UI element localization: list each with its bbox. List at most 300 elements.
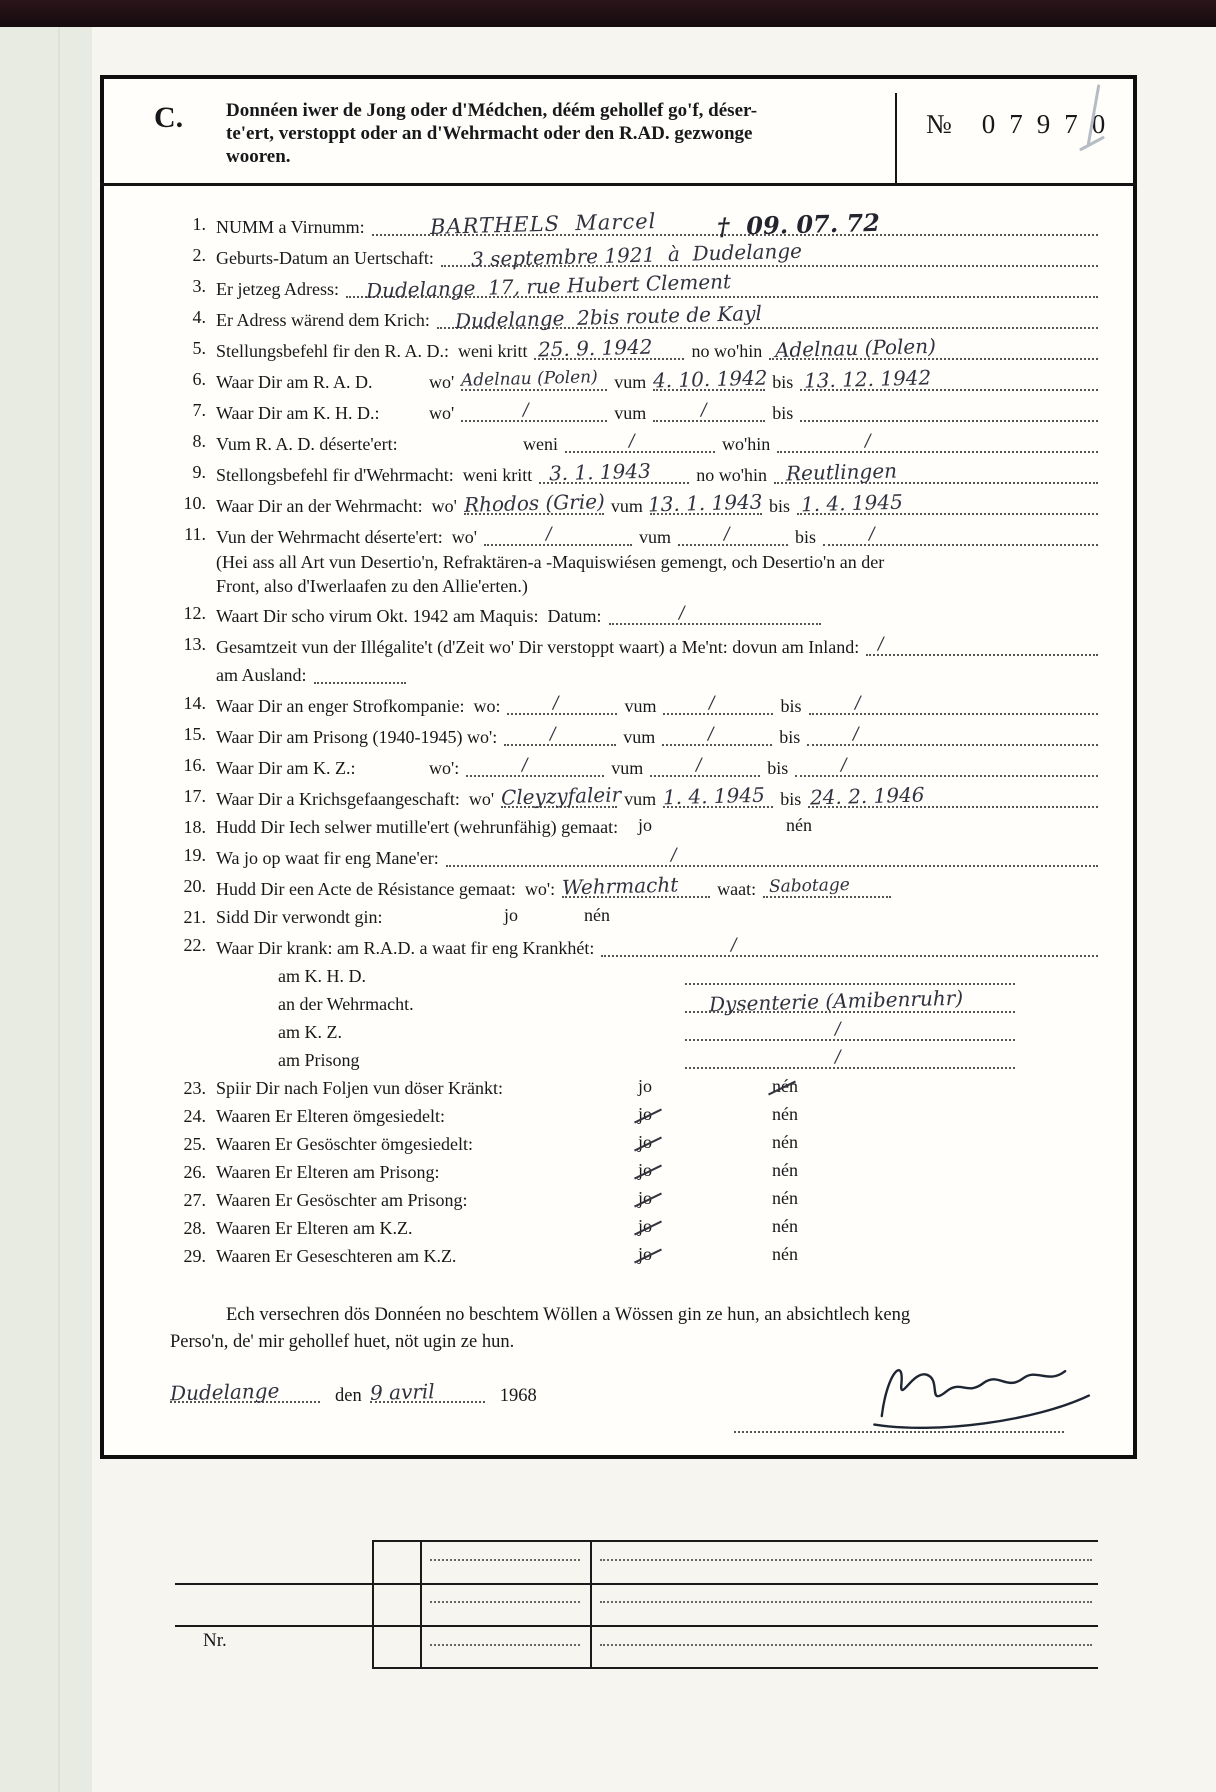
field-label: Waar Dir an der Wehrmacht: wo' bbox=[216, 496, 457, 516]
item-body bbox=[216, 207, 1105, 242]
item-number: 14. bbox=[183, 693, 206, 713]
dotted-field bbox=[647, 489, 763, 517]
field-label: am K. Z. bbox=[278, 1022, 342, 1042]
item-body bbox=[216, 1188, 1105, 1213]
field-label: weni bbox=[523, 434, 558, 454]
form-item bbox=[170, 874, 1105, 902]
dotted-field bbox=[685, 985, 1015, 1017]
item-number: 25. bbox=[183, 1134, 206, 1154]
item-body bbox=[216, 722, 1105, 750]
field-label: Waar Dir am K. H. D.: bbox=[216, 403, 380, 423]
handwritten-entry: Adelnau (Polen) bbox=[460, 367, 599, 391]
date-line bbox=[170, 1379, 545, 1407]
item-body bbox=[216, 238, 1105, 272]
answer-nen: nén bbox=[772, 1104, 798, 1124]
field-label: bis bbox=[772, 372, 794, 392]
handwritten-entry: / bbox=[864, 430, 872, 452]
header-text bbox=[226, 99, 846, 168]
item-body bbox=[216, 784, 1105, 812]
dotted-field bbox=[601, 933, 1098, 957]
field-label: wo'hin bbox=[722, 434, 771, 454]
dotted-field bbox=[800, 398, 1098, 422]
form-item bbox=[170, 333, 1105, 364]
item-line bbox=[216, 269, 1105, 303]
field-label: Front, also d'Iwerlaafen zu den Allie'erten.) bbox=[216, 576, 528, 596]
form-item bbox=[170, 207, 1105, 242]
answer-nen: nén bbox=[786, 815, 812, 835]
footer-table-divider bbox=[420, 1540, 422, 1669]
form-item bbox=[170, 1160, 1105, 1185]
dotted-field bbox=[466, 753, 604, 777]
field-label: waat: bbox=[717, 879, 757, 899]
item-line bbox=[216, 1216, 1105, 1241]
header-divider bbox=[895, 93, 897, 183]
item-line bbox=[216, 300, 1105, 334]
form-item bbox=[170, 460, 1105, 488]
footer-table-divider bbox=[590, 1540, 592, 1669]
footer-dotted-line bbox=[430, 1601, 580, 1603]
field-label: Gesamtzeit vun der Illégalite't (d'Zeit wo' Dir verstoppt waart) a Me'nt: dovun am Inland: bbox=[216, 637, 860, 657]
footer-dotted-line bbox=[600, 1601, 1092, 1603]
item-number: 18. bbox=[183, 817, 206, 837]
field-label: wo' bbox=[429, 403, 455, 423]
field-label: Stellongsbefehl fir d'Wehrmacht: weni kritt bbox=[216, 465, 533, 485]
handwritten-entry: / bbox=[731, 934, 738, 956]
field-label: bis bbox=[767, 758, 789, 778]
footer-dotted-line bbox=[600, 1559, 1092, 1561]
field-label: Spiir Dir nach Foljen vun döser Kränkt: bbox=[216, 1078, 503, 1098]
item-body bbox=[216, 333, 1105, 364]
item-line bbox=[216, 522, 1105, 550]
handwritten-entry: 3 septembre 1921 à Dudelange bbox=[470, 238, 803, 272]
handwritten-entry: / bbox=[841, 754, 848, 776]
item-number: 1. bbox=[192, 214, 206, 234]
field-label: wo' bbox=[429, 372, 455, 392]
field-label: Waar Dir krank: am R.A.D. a waat fir eng Krankhét: bbox=[216, 938, 595, 958]
footer-table-line bbox=[175, 1625, 1098, 1627]
form-item bbox=[170, 933, 1105, 1073]
signature-scrawl bbox=[859, 1329, 1105, 1445]
dotted-field bbox=[795, 753, 1098, 777]
field-label: Waar Dir am Prisong (1940-1945) wo': bbox=[216, 727, 498, 747]
item-number: 21. bbox=[183, 907, 206, 927]
item-line bbox=[216, 1104, 1105, 1129]
handwritten-entry: 24. 2. 1946 bbox=[809, 782, 926, 810]
field-label: vum bbox=[611, 758, 644, 778]
answer-nen: nén bbox=[772, 1216, 798, 1236]
item-body bbox=[216, 269, 1105, 303]
item-line bbox=[216, 1017, 1105, 1045]
form-item bbox=[170, 691, 1105, 719]
item-line bbox=[216, 429, 1105, 457]
footer-dotted-line bbox=[430, 1644, 580, 1646]
form-item bbox=[170, 601, 1105, 629]
item-body bbox=[216, 1160, 1105, 1185]
form-item bbox=[170, 815, 1105, 840]
answer-jo: jo bbox=[638, 1186, 652, 1211]
item-line bbox=[216, 574, 1105, 598]
item-number: 2. bbox=[192, 245, 206, 265]
form-item bbox=[170, 1076, 1105, 1101]
field-label: Geburts-Datum an Uertschaft: bbox=[216, 248, 434, 268]
field-label: Wa jo op waat fir eng Mane'er: bbox=[216, 848, 439, 868]
header-text-line: wooren. bbox=[226, 146, 291, 167]
answer-nen: nén bbox=[772, 1074, 798, 1099]
field-label: Er Adress wärend dem Krich: bbox=[216, 310, 430, 330]
field-label: bis bbox=[772, 403, 794, 423]
item-number: 23. bbox=[183, 1078, 206, 1098]
item-line bbox=[216, 660, 1105, 688]
handwritten-entry: / bbox=[878, 633, 885, 655]
dotted-field bbox=[534, 336, 684, 360]
field-label: vum bbox=[614, 372, 647, 392]
item-line bbox=[216, 1160, 1105, 1185]
field-label: vum bbox=[614, 403, 647, 423]
answer-jo: jo bbox=[638, 1130, 652, 1155]
field-label: bis bbox=[768, 496, 790, 516]
dotted-field bbox=[437, 300, 1098, 334]
item-number: 28. bbox=[183, 1218, 206, 1238]
field-label: no wo'hin bbox=[691, 341, 763, 361]
item-number: 26. bbox=[183, 1162, 206, 1182]
form-item bbox=[170, 367, 1105, 395]
item-line bbox=[216, 985, 1105, 1017]
dotted-field bbox=[685, 1017, 1015, 1041]
field-label: vum bbox=[623, 727, 656, 747]
place-field bbox=[169, 1378, 320, 1406]
handwritten-entry: Dudelange 17, rue Hubert Clement bbox=[365, 269, 732, 303]
answer-nen: nén bbox=[772, 1160, 798, 1180]
field-label: Waaren Er Elteren ömgesiedelt: bbox=[216, 1106, 445, 1126]
item-line bbox=[216, 550, 1105, 574]
item-body bbox=[216, 460, 1105, 488]
form-border-box bbox=[100, 75, 1137, 1459]
item-line bbox=[216, 207, 1105, 242]
answer-jo: jo bbox=[638, 1102, 652, 1127]
section-letter: C. bbox=[154, 101, 184, 134]
handwritten-entry: 1. 4. 1945 bbox=[800, 489, 904, 517]
item-number: 8. bbox=[192, 431, 206, 451]
item-line bbox=[216, 367, 1105, 395]
form-item bbox=[170, 522, 1105, 598]
item-body bbox=[216, 1132, 1105, 1157]
item-line bbox=[216, 815, 1105, 840]
item-number: 5. bbox=[192, 338, 206, 358]
field-label: Waaren Er Elteren am K.Z. bbox=[216, 1218, 413, 1238]
footer-table-line bbox=[372, 1540, 1098, 1542]
item-number: 9. bbox=[192, 462, 206, 482]
field-label: Waar Dir am R. A. D. bbox=[216, 372, 373, 392]
item-body bbox=[216, 429, 1105, 457]
handwritten-entry: Sabotage bbox=[768, 874, 851, 898]
answer-nen: nén bbox=[772, 1188, 798, 1208]
form-header bbox=[104, 79, 1133, 186]
item-body bbox=[216, 601, 1105, 629]
handwritten-entry: † 09. 07. 72 bbox=[716, 207, 880, 242]
item-line bbox=[216, 398, 1105, 426]
answer-nen: nén bbox=[772, 1244, 798, 1264]
field-label: Er jetzeg Adress: bbox=[216, 279, 339, 299]
form-item bbox=[170, 1104, 1105, 1129]
footer-dotted-line bbox=[600, 1644, 1092, 1646]
field-label: Waar Dir am K. Z.: bbox=[216, 758, 356, 778]
item-number: 13. bbox=[183, 634, 206, 654]
dotted-field bbox=[662, 722, 772, 746]
field-label: an der Wehrmacht. bbox=[278, 994, 414, 1014]
field-label: am K. H. D. bbox=[278, 966, 366, 986]
item-line bbox=[216, 460, 1105, 488]
handwritten-entry: 25. 9. 1942 bbox=[538, 334, 654, 362]
dotted-field bbox=[763, 874, 891, 898]
handwritten-entry: Dudelange 2bis route de Kayl bbox=[454, 300, 763, 334]
form-item bbox=[170, 491, 1105, 519]
handwritten-entry: / bbox=[628, 430, 635, 452]
handwritten-entry: / bbox=[553, 692, 560, 714]
answer-jo: jo bbox=[638, 1158, 652, 1183]
item-body bbox=[216, 753, 1105, 781]
item-line bbox=[216, 1045, 1105, 1073]
dotted-field bbox=[441, 238, 1098, 272]
item-line bbox=[216, 753, 1105, 781]
field-label: bis bbox=[780, 789, 802, 809]
dotted-field bbox=[504, 722, 616, 746]
declaration-line: Ech versechren dös Donnéen no beschtem Wöllen a Wössen gin ze hun, an absichtlech keng bbox=[226, 1305, 911, 1325]
field-label: bis bbox=[795, 527, 817, 547]
item-line bbox=[216, 933, 1105, 961]
dotted-field bbox=[461, 398, 607, 422]
item-body bbox=[216, 522, 1105, 598]
item-body bbox=[216, 1076, 1105, 1101]
dotted-field bbox=[800, 367, 1098, 391]
field-label: Hudd Dir Iech selwer mutille'ert (wehrunfähig) gemaat: bbox=[216, 817, 619, 837]
handwritten-entry: Rhodos (Grie) bbox=[463, 489, 606, 517]
handwritten-entry: / bbox=[723, 523, 731, 545]
form-item bbox=[170, 398, 1105, 426]
field-label: vum bbox=[624, 789, 657, 809]
date-field bbox=[370, 1379, 485, 1403]
form-item bbox=[170, 722, 1105, 750]
item-number: 29. bbox=[183, 1246, 206, 1266]
dotted-field bbox=[346, 269, 1098, 303]
scan-top-edge bbox=[0, 0, 1216, 27]
form-item bbox=[170, 1216, 1105, 1241]
item-body bbox=[216, 632, 1105, 688]
footer-table-line bbox=[175, 1583, 1098, 1585]
numero-symbol: № bbox=[926, 109, 952, 139]
field-label: Hudd Dir een Acte de Résistance gemaat: wo': bbox=[216, 879, 556, 899]
item-line bbox=[216, 333, 1105, 364]
field-label: Waaren Er Gesöschter am Prisong: bbox=[216, 1190, 468, 1210]
handwritten-entry: 3. 1. 1943 bbox=[548, 458, 652, 486]
field-label: no wo'hin bbox=[696, 465, 767, 485]
item-number: 7. bbox=[192, 400, 206, 420]
handwritten-entry: / bbox=[707, 723, 715, 745]
field-label: Waaren Er Elteren am Prisong: bbox=[216, 1162, 440, 1182]
item-number: 24. bbox=[183, 1106, 206, 1126]
scan-margin bbox=[0, 0, 92, 1792]
item-line bbox=[216, 905, 1105, 930]
field-label: Stellungsbefehl fir den R. A. D.: weni kritt bbox=[216, 341, 528, 361]
answer-jo: jo bbox=[638, 1242, 652, 1267]
item-number: 12. bbox=[183, 603, 206, 623]
item-number: 3. bbox=[192, 276, 206, 296]
dotted-field bbox=[769, 333, 1098, 363]
answer-jo: jo bbox=[638, 1214, 652, 1239]
handwritten-entry: / bbox=[834, 1018, 841, 1040]
dotted-field bbox=[866, 632, 1098, 656]
handwritten-entry: / bbox=[545, 523, 553, 545]
year-label: 1968 bbox=[499, 1386, 537, 1406]
handwritten-place: Dudelange bbox=[169, 1378, 280, 1406]
answer-jo: jo bbox=[638, 815, 653, 835]
handwritten-entry: BARTHELS Marcel bbox=[429, 209, 657, 239]
item-line bbox=[216, 491, 1105, 519]
item-body bbox=[216, 905, 1105, 930]
item-number: 22. bbox=[183, 935, 206, 955]
dotted-field bbox=[823, 522, 1098, 546]
dotted-field bbox=[372, 207, 1098, 242]
item-number: 15. bbox=[183, 724, 206, 744]
item-number: 6. bbox=[192, 369, 206, 389]
handwritten-entry: Dysenterie (Amibenruhr) bbox=[708, 985, 964, 1017]
answer-nen: nén bbox=[584, 905, 610, 925]
field-label: Waar Dir a Krichsgefaangeschaft: wo' bbox=[216, 789, 495, 809]
handwritten-entry: Wehrmacht bbox=[561, 872, 679, 900]
handwritten-entry: Cleyzyfaleir bbox=[500, 782, 622, 810]
dotted-field bbox=[609, 601, 821, 625]
form-item bbox=[170, 905, 1105, 930]
header-rule bbox=[100, 183, 1137, 186]
item-body bbox=[216, 933, 1105, 1073]
item-line bbox=[216, 1244, 1105, 1269]
footer-table-line bbox=[372, 1667, 1098, 1669]
dotted-field bbox=[808, 784, 1098, 808]
item-body bbox=[216, 300, 1105, 334]
scan-crease bbox=[58, 0, 60, 1792]
question-list bbox=[104, 186, 1133, 1269]
dotted-field bbox=[774, 460, 1098, 484]
item-line bbox=[216, 784, 1105, 812]
handwritten-entry: / bbox=[549, 723, 557, 745]
item-number: 10. bbox=[183, 493, 206, 513]
field-label: Vum R. A. D. déserte'ert: bbox=[216, 434, 398, 454]
item-number: 19. bbox=[183, 845, 206, 865]
item-body bbox=[216, 691, 1105, 719]
item-line bbox=[216, 1076, 1105, 1101]
dotted-field bbox=[777, 429, 1098, 453]
declaration-line: Perso'n, de' mir gehollef huet, nöt ugin ze hun. bbox=[170, 1332, 515, 1352]
form-item bbox=[170, 1188, 1105, 1213]
answer-jo: jo bbox=[638, 1076, 653, 1096]
form-item bbox=[170, 753, 1105, 781]
header-text-line: Donnéen iwer de Jong oder d'Médchen, déém gehollef go'f, déser- bbox=[226, 100, 758, 121]
handwritten-entry: Reutlingen bbox=[785, 458, 898, 486]
dotted-field bbox=[562, 874, 710, 898]
field-label: bis bbox=[780, 696, 802, 716]
item-line bbox=[216, 632, 1105, 660]
dotted-field bbox=[565, 429, 715, 453]
field-label: am Ausland: bbox=[216, 665, 307, 685]
handwritten-entry: / bbox=[834, 1046, 841, 1068]
item-body bbox=[216, 815, 1105, 840]
handwritten-entry: 13. 12. 1942 bbox=[803, 365, 932, 393]
handwritten-entry: / bbox=[670, 844, 677, 866]
field-label: vum bbox=[624, 696, 657, 716]
field-label: Waart Dir scho virum Okt. 1942 am Maquis: Datum: bbox=[216, 606, 602, 626]
field-label: (Hei ass all Art vun Desertio'n, Refraktären-a -Maquiswiésen gemengt, och Desertio'n an der bbox=[216, 552, 885, 572]
field-label: Vun der Wehrmacht déserte'ert: wo' bbox=[216, 527, 478, 547]
item-number: 4. bbox=[192, 307, 206, 327]
form-number-value: 07970 bbox=[981, 109, 1120, 139]
form-item bbox=[170, 1244, 1105, 1269]
den-label: den bbox=[335, 1386, 362, 1406]
form-item bbox=[170, 784, 1105, 812]
handwritten-date: 9 avril bbox=[369, 1379, 435, 1405]
dotted-field bbox=[507, 691, 617, 715]
dotted-field bbox=[663, 691, 773, 715]
dotted-field bbox=[650, 753, 760, 777]
signature-handwriting bbox=[859, 1329, 1105, 1445]
handwritten-entry: / bbox=[853, 723, 860, 745]
field-label: Waaren Er Gesöschter ömgesiedelt: bbox=[216, 1134, 473, 1154]
form-item bbox=[170, 632, 1105, 688]
field-label: vum bbox=[639, 527, 672, 547]
item-body bbox=[216, 398, 1105, 426]
form-item bbox=[170, 300, 1105, 334]
item-number: 27. bbox=[183, 1190, 206, 1210]
answer-nen: nén bbox=[772, 1132, 798, 1152]
header-text-line: te'ert, verstoppt oder an d'Wehrmacht oder den R.AD. gezwonge bbox=[226, 123, 753, 144]
field-label: wo': bbox=[429, 758, 460, 778]
footer-table-divider bbox=[372, 1540, 374, 1669]
handwritten-entry: 13. 1. 1943 bbox=[647, 489, 763, 517]
dotted-field bbox=[461, 367, 607, 391]
handwritten-entry: Adelnau (Polen) bbox=[774, 333, 937, 363]
handwritten-entry: / bbox=[854, 692, 861, 714]
item-line bbox=[216, 238, 1105, 272]
item-line bbox=[216, 874, 1105, 902]
field-label: Waaren Er Geseschteren am K.Z. bbox=[216, 1246, 457, 1266]
item-body bbox=[216, 874, 1105, 902]
item-body bbox=[216, 843, 1105, 871]
item-line bbox=[216, 1188, 1105, 1213]
form-item bbox=[170, 429, 1105, 457]
field-label: bis bbox=[779, 727, 801, 747]
field-label: Waar Dir an enger Strofkompanie: wo: bbox=[216, 696, 501, 716]
dotted-field bbox=[653, 398, 765, 422]
handwritten-entry: / bbox=[695, 754, 703, 776]
handwritten-entry: / bbox=[868, 523, 876, 545]
field-label: am Prisong bbox=[278, 1050, 360, 1070]
dotted-field bbox=[685, 961, 1015, 985]
item-line bbox=[216, 843, 1105, 871]
item-body bbox=[216, 1104, 1105, 1129]
item-line bbox=[216, 722, 1105, 750]
form-item bbox=[170, 238, 1105, 272]
dotted-field bbox=[464, 491, 604, 515]
dotted-field bbox=[539, 460, 689, 484]
dotted-field bbox=[500, 782, 622, 810]
item-number: 17. bbox=[183, 786, 206, 806]
form-item bbox=[170, 1132, 1105, 1157]
dotted-field bbox=[685, 1045, 1015, 1069]
dotted-field bbox=[652, 365, 769, 393]
field-label: NUMM a Virnumm: bbox=[216, 217, 365, 237]
dotted-field bbox=[446, 843, 1098, 867]
handwritten-entry: 4. 10. 1942 bbox=[652, 365, 769, 393]
handwritten-entry: / bbox=[521, 754, 529, 776]
handwritten-entry: / bbox=[678, 602, 685, 624]
